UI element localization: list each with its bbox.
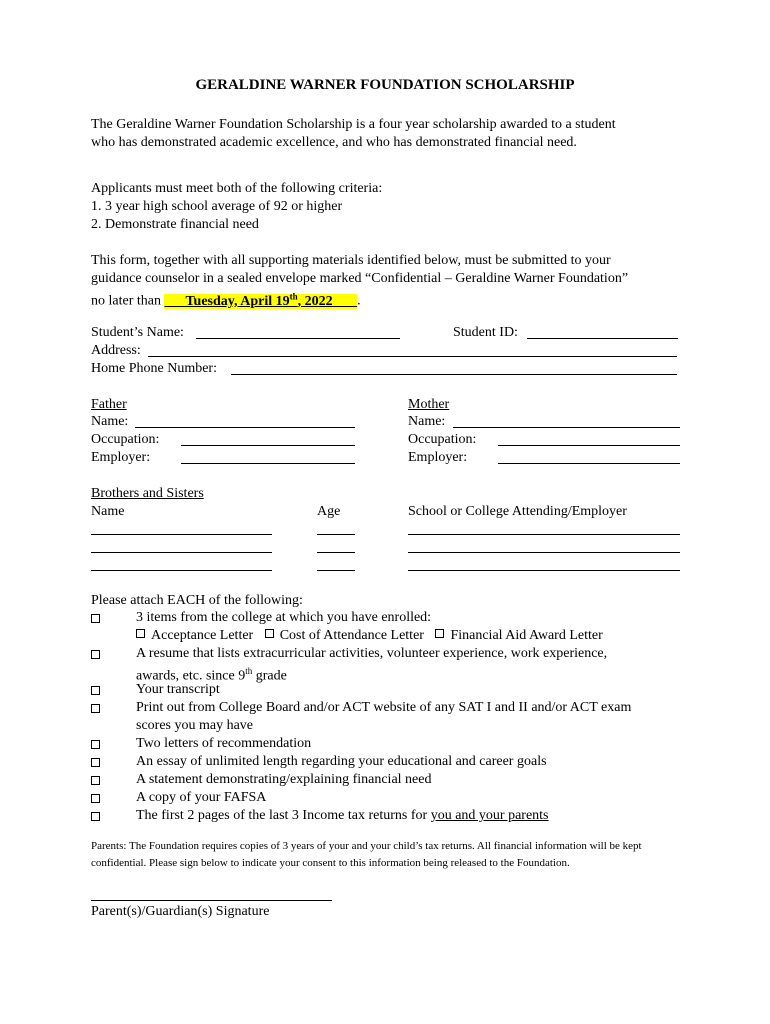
home-phone-label: Home Phone Number: <box>91 361 217 376</box>
mother-name-label: Name: <box>408 414 446 429</box>
father-heading: Father <box>91 397 127 412</box>
attachment-item-recommendations: Two letters of recommendation <box>136 736 312 751</box>
deadline-suffix: . <box>357 293 361 309</box>
attachment-item-scores-cont: scores you may have <box>136 718 254 733</box>
intro-line-2: who has demonstrated academic excellence, and who has demonstrated financial need. <box>91 135 577 150</box>
financial-aid-letter-label: Financial Aid Award Letter <box>450 628 603 643</box>
deadline-prefix: no later than <box>91 293 161 309</box>
student-name-label: Student’s Name: <box>91 325 184 340</box>
mother-name-field[interactable] <box>453 427 680 428</box>
criteria-heading: Applicants must meet both of the following criteria: <box>91 181 383 196</box>
submission-line-1: This form, together with all supporting materials identified below, must be submitted to your <box>91 253 611 268</box>
checkbox[interactable] <box>435 629 444 638</box>
attachment-item-resume: A resume that lists extracurricular activities, volunteer experience, work experience, <box>136 646 608 661</box>
father-name-field[interactable] <box>135 427 355 428</box>
father-name-label: Name: <box>91 414 129 429</box>
siblings-col-name: Name <box>91 504 125 519</box>
father-occupation-field[interactable] <box>181 445 355 446</box>
submission-line-2: guidance counselor in a sealed envelope marked “Confidential – Geraldine Warner Foundation” <box>91 271 629 286</box>
sibling-school-field[interactable] <box>408 570 680 571</box>
sibling-name-field[interactable] <box>91 570 272 571</box>
checkbox[interactable] <box>91 812 100 821</box>
checkbox[interactable] <box>136 629 145 638</box>
siblings-col-school: School or College Attending/Employer <box>408 504 627 519</box>
siblings-heading: Brothers and Sisters <box>91 486 204 501</box>
checkbox[interactable] <box>91 686 100 695</box>
attachment-item-college: 3 items from the college at which you have enrolled: <box>136 610 432 625</box>
cost-of-attendance-label: Cost of Attendance Letter <box>279 628 424 643</box>
attachments-heading: Please attach EACH of the following: <box>91 593 303 608</box>
submission-deadline <box>91 288 361 310</box>
attachment-item-scores: Print out from College Board and/or ACT website of any SAT I and II and/or ACT exam <box>136 700 632 715</box>
siblings-col-age: Age <box>317 504 341 519</box>
checkbox[interactable] <box>91 650 100 659</box>
student-id-label: Student ID: <box>453 325 518 340</box>
sibling-age-field[interactable] <box>317 534 355 535</box>
deadline-date: Tuesday, April 19th, 2022 <box>185 291 333 309</box>
checkbox[interactable] <box>91 794 100 803</box>
signature-label: Parent(s)/Guardian(s) Signature <box>91 904 270 919</box>
sibling-age-field[interactable] <box>317 570 355 571</box>
sibling-name-field[interactable] <box>91 552 272 553</box>
checkbox[interactable] <box>265 629 274 638</box>
checkbox[interactable] <box>91 704 100 713</box>
father-occupation-label: Occupation: <box>91 432 160 447</box>
attachment-item-fafsa: A copy of your FAFSA <box>136 790 267 805</box>
intro-line-1: The Geraldine Warner Foundation Scholarship is a four year scholarship awarded to a student <box>91 117 616 132</box>
student-id-field[interactable] <box>527 338 678 339</box>
acceptance-letter-label: Acceptance Letter <box>151 628 254 643</box>
checkbox[interactable] <box>91 776 100 785</box>
address-field[interactable] <box>148 356 677 357</box>
sibling-school-field[interactable] <box>408 552 680 553</box>
attachment-item-transcript: Your transcript <box>136 682 220 697</box>
attachment-item-resume-cont: awards, etc. since 9th grade <box>136 666 287 684</box>
mother-employer-field[interactable] <box>498 463 680 464</box>
mother-employer-label: Employer: <box>408 450 468 465</box>
sibling-school-field[interactable] <box>408 534 680 535</box>
college-sub-items <box>128 627 603 644</box>
father-employer-field[interactable] <box>181 463 355 464</box>
deadline-highlight <box>164 291 357 309</box>
checkbox[interactable] <box>91 740 100 749</box>
parents-note: Parents: The Foundation requires copies of 3 years of your and your child’s tax returns. All financial information will be kept confidential. Please sign below to indicate your consent to this information being released to the Foundation. <box>91 840 642 869</box>
criteria-item-2: 2. Demonstrate financial need <box>91 217 259 232</box>
home-phone-field[interactable] <box>231 374 677 375</box>
page-title: GERALDINE WARNER FOUNDATION SCHOLARSHIP <box>195 77 575 93</box>
checkbox[interactable] <box>91 758 100 767</box>
father-employer-label: Employer: <box>91 450 151 465</box>
mother-occupation-field[interactable] <box>498 445 680 446</box>
sibling-name-field[interactable] <box>91 534 272 535</box>
attachment-item-financial-need: A statement demonstrating/explaining financial need <box>136 772 432 787</box>
attachment-item-tax-returns: The first 2 pages of the last 3 Income tax returns for you and your parents <box>136 808 549 823</box>
checkbox[interactable] <box>91 614 100 623</box>
sibling-age-field[interactable] <box>317 552 355 553</box>
mother-occupation-label: Occupation: <box>408 432 477 447</box>
attachment-item-essay: An essay of unlimited length regarding your educational and career goals <box>136 754 547 769</box>
mother-heading: Mother <box>408 397 450 412</box>
signature-field[interactable] <box>91 900 332 901</box>
criteria-item-1: 1. 3 year high school average of 92 or higher <box>91 199 343 214</box>
address-label: Address: <box>91 343 141 358</box>
student-name-field[interactable] <box>196 338 400 339</box>
